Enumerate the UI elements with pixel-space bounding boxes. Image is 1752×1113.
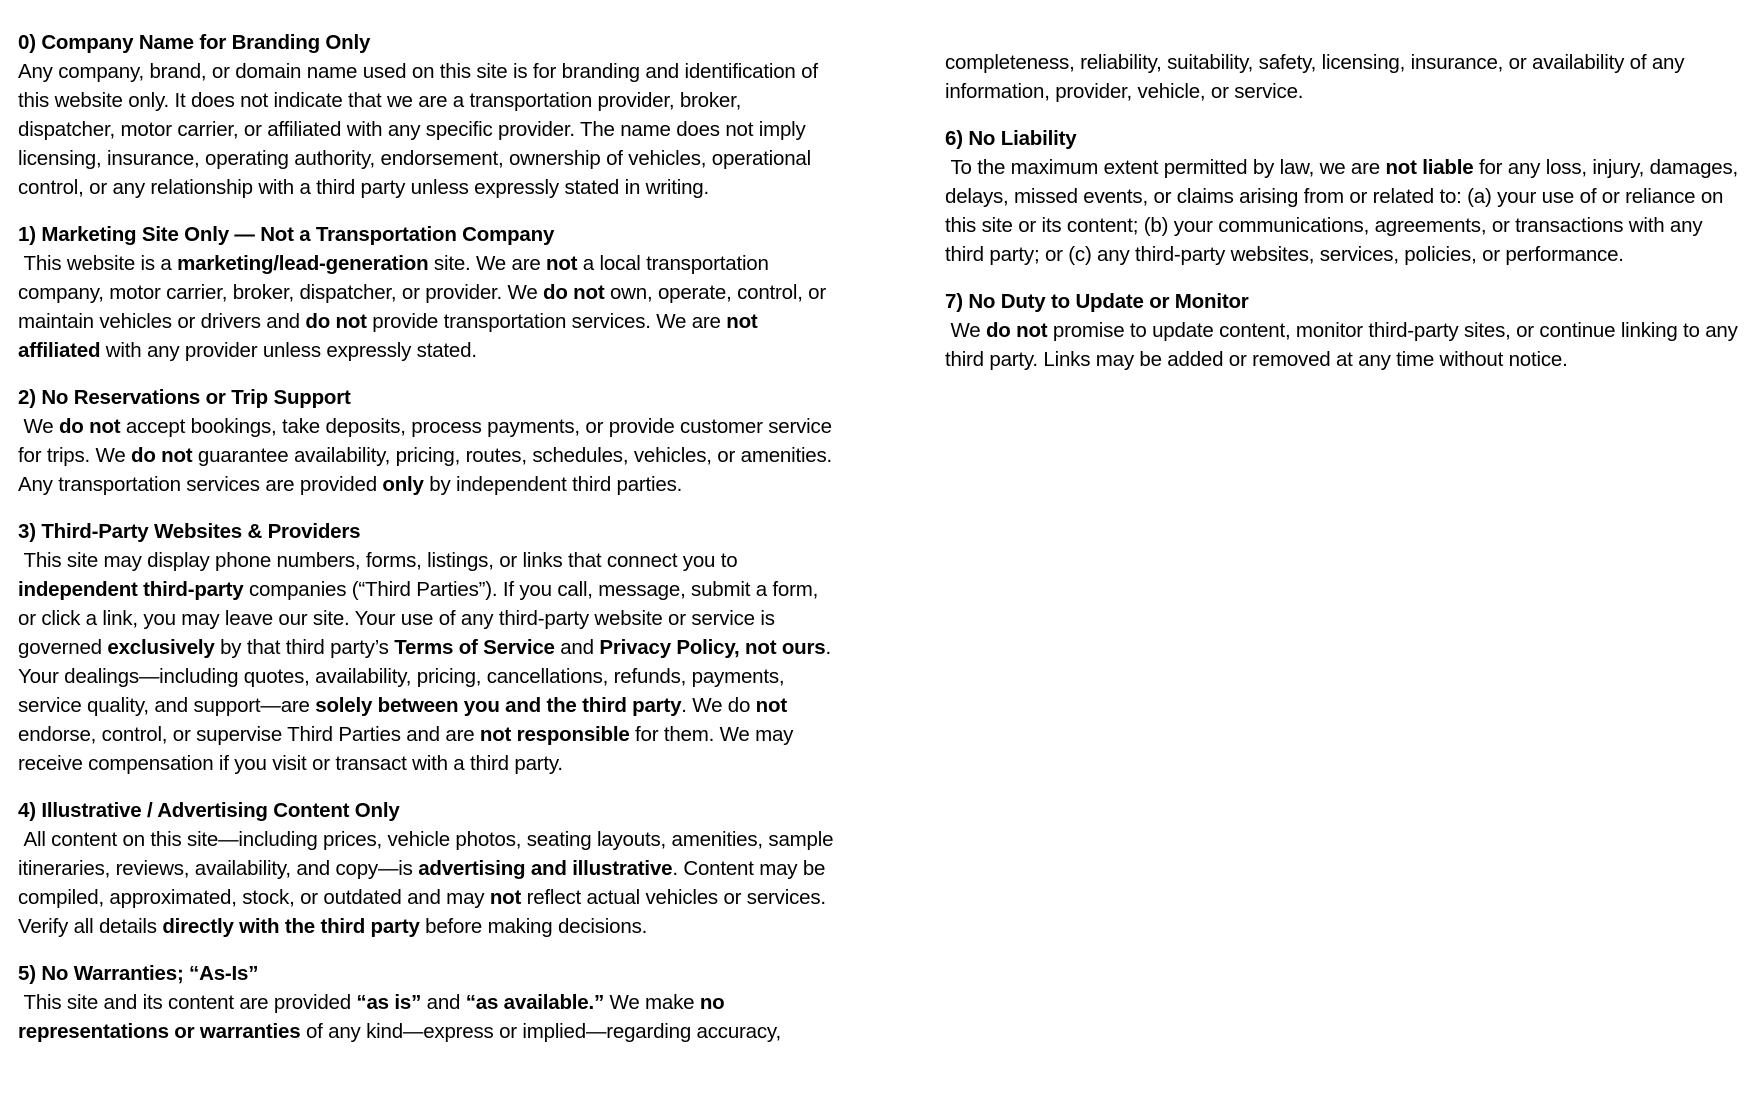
bold-text-run: advertising and illustrative bbox=[418, 857, 673, 880]
section-paragraph bbox=[18, 546, 838, 778]
text-run: by that third party’s bbox=[214, 636, 395, 659]
bold-text-run: no representations or warranties bbox=[18, 991, 730, 1043]
two-column-layout bbox=[18, 28, 1745, 1064]
section-heading: 7) No Duty to Update or Monitor bbox=[945, 290, 1249, 313]
text-run: . We do bbox=[681, 694, 756, 717]
text-run: This website is a bbox=[18, 252, 178, 275]
section-paragraph bbox=[945, 48, 1745, 106]
bold-text-run: not responsible bbox=[479, 723, 630, 746]
text-run: promise to update content, monitor third-party sites, or continue linking to any third party. Links may be added or removed at any time without notice. bbox=[945, 319, 1744, 371]
section-heading: 2) No Reservations or Trip Support bbox=[18, 386, 351, 409]
bold-text-run: Privacy Policy, not ours bbox=[599, 636, 826, 659]
text-run: companies (“Third Parties”). If you call, message, submit a form, or click a link, you may leave our site. Your use of any third-party website or service is governed bbox=[18, 578, 824, 659]
text-run: a local transportation company, motor carrier, broker, dispatcher, or provider. We bbox=[18, 252, 775, 304]
text-run: site. We are bbox=[428, 252, 547, 275]
text-run: completeness, reliability, suitability, safety, licensing, insurance, or availability of any information, provider, vehicle, or service. bbox=[945, 51, 1690, 103]
text-run: guarantee availability, pricing, routes, schedules, vehicles, or amenities. Any transportation services are provided bbox=[18, 444, 837, 496]
section-paragraph bbox=[18, 57, 838, 202]
bold-text-run: do not bbox=[305, 310, 367, 333]
section-no-duty-to-update-or-monitor bbox=[945, 287, 1745, 374]
section-company-name-for-branding-only bbox=[18, 28, 838, 202]
section-no-warranties-as-is bbox=[18, 959, 838, 1046]
bold-text-run: do not bbox=[58, 415, 121, 438]
text-run: . Your dealings—including quotes, availability, pricing, cancellations, refunds, payments, service quality, and support—are bbox=[18, 636, 837, 717]
text-run: before making decisions. bbox=[419, 915, 648, 938]
section-paragraph bbox=[945, 153, 1745, 269]
text-run: for any loss, injury, damages, delays, missed events, or claims arising from or related to: (a) your use of or reliance on this site or its content; (b) your communications, agreements, or transactions with any third party; or (c) any third-party websites, services, policies, or performance. bbox=[945, 156, 1744, 266]
column-right bbox=[945, 28, 1745, 392]
section-paragraph bbox=[18, 249, 838, 365]
bold-text-run: exclusively bbox=[107, 636, 215, 659]
bold-text-run: not bbox=[489, 886, 522, 909]
bold-text-run: “as is” bbox=[356, 991, 422, 1014]
bold-text-run: do not bbox=[543, 281, 605, 304]
section-no-warranties-as-is-continued bbox=[945, 48, 1745, 106]
text-run: All content on this site—including prices, vehicle photos, seating layouts, amenities, sample itineraries, reviews, availability, and copy—is bbox=[18, 828, 839, 880]
section-heading: 3) Third-Party Websites & Providers bbox=[18, 520, 361, 543]
text-run: We make bbox=[604, 991, 700, 1014]
section-illustrative-advertising-content-only bbox=[18, 796, 838, 941]
text-run: We bbox=[18, 415, 59, 438]
section-paragraph bbox=[18, 825, 838, 941]
text-run: with any provider unless expressly stated. bbox=[100, 339, 477, 362]
section-third-party-websites-and-providers bbox=[18, 517, 838, 778]
section-heading: 0) Company Name for Branding Only bbox=[18, 31, 371, 54]
text-run: . Content may be compiled, approximated, stock, or outdated and may bbox=[18, 857, 831, 909]
text-run: of any kind—express or implied—regarding accuracy, bbox=[300, 1020, 781, 1043]
bold-text-run: solely between you and the third party bbox=[315, 694, 682, 717]
text-run: This site and its content are provided bbox=[18, 991, 357, 1014]
text-run: endorse, control, or supervise Third Parties and are bbox=[18, 694, 793, 746]
bold-text-run: only bbox=[382, 473, 424, 496]
section-heading: 4) Illustrative / Advertising Content Only bbox=[18, 799, 400, 822]
bold-text-run: not liable bbox=[1385, 156, 1474, 179]
bold-text-run: not affiliated bbox=[18, 310, 764, 362]
text-run: by independent third parties. bbox=[423, 473, 683, 496]
section-paragraph bbox=[945, 316, 1745, 374]
bold-text-run: Terms of Service bbox=[394, 636, 555, 659]
column-left bbox=[18, 28, 838, 1064]
text-run: and bbox=[554, 636, 600, 659]
text-run: own, operate, control, or maintain vehicles or drivers and bbox=[18, 281, 832, 333]
bold-text-run: independent third-party bbox=[18, 578, 244, 601]
text-run: Any company, brand, or domain name used on this site is for branding and identification of this website only. It does not indicate that we are a transportation provider, broker, dispatcher, motor carrier, or affiliated with any specific provider. The name does not imply licensing, insurance, operating authority, endorsement, ownership of vehicles, operational control, or any relationship with a third party unless expressly stated in writing. bbox=[18, 60, 824, 199]
text-run: This site may display phone numbers, forms, listings, or links that connect you to bbox=[18, 549, 743, 572]
section-heading: 5) No Warranties; “As-Is” bbox=[18, 962, 259, 985]
text-run: provide transportation services. We are bbox=[366, 310, 727, 333]
section-heading: 1) Marketing Site Only — Not a Transportation Company bbox=[18, 223, 555, 246]
text-run: reflect actual vehicles or services. Verify all details bbox=[18, 886, 832, 938]
text-run: accept bookings, take deposits, process payments, or provide customer service for trips. We bbox=[18, 415, 838, 467]
bold-text-run: not bbox=[755, 694, 787, 717]
bold-text-run: do not bbox=[131, 444, 193, 467]
bold-text-run: not bbox=[546, 252, 578, 275]
section-marketing-site-only bbox=[18, 220, 838, 365]
text-run: for them. We may receive compensation if you visit or transact with a third party. bbox=[18, 723, 799, 775]
section-no-reservations-or-trip-support bbox=[18, 383, 838, 499]
text-run: To the maximum extent permitted by law, we are bbox=[945, 156, 1386, 179]
text-run: We bbox=[945, 319, 986, 342]
section-paragraph bbox=[18, 988, 838, 1046]
bold-text-run: do not bbox=[985, 319, 1048, 342]
section-no-liability bbox=[945, 124, 1745, 269]
section-heading: 6) No Liability bbox=[945, 127, 1077, 150]
bold-text-run: directly with the third party bbox=[162, 915, 420, 938]
text-run: and bbox=[421, 991, 466, 1014]
bold-text-run: “as available.” bbox=[465, 991, 605, 1014]
section-paragraph bbox=[18, 412, 838, 499]
bold-text-run: marketing/lead-generation bbox=[177, 252, 429, 275]
